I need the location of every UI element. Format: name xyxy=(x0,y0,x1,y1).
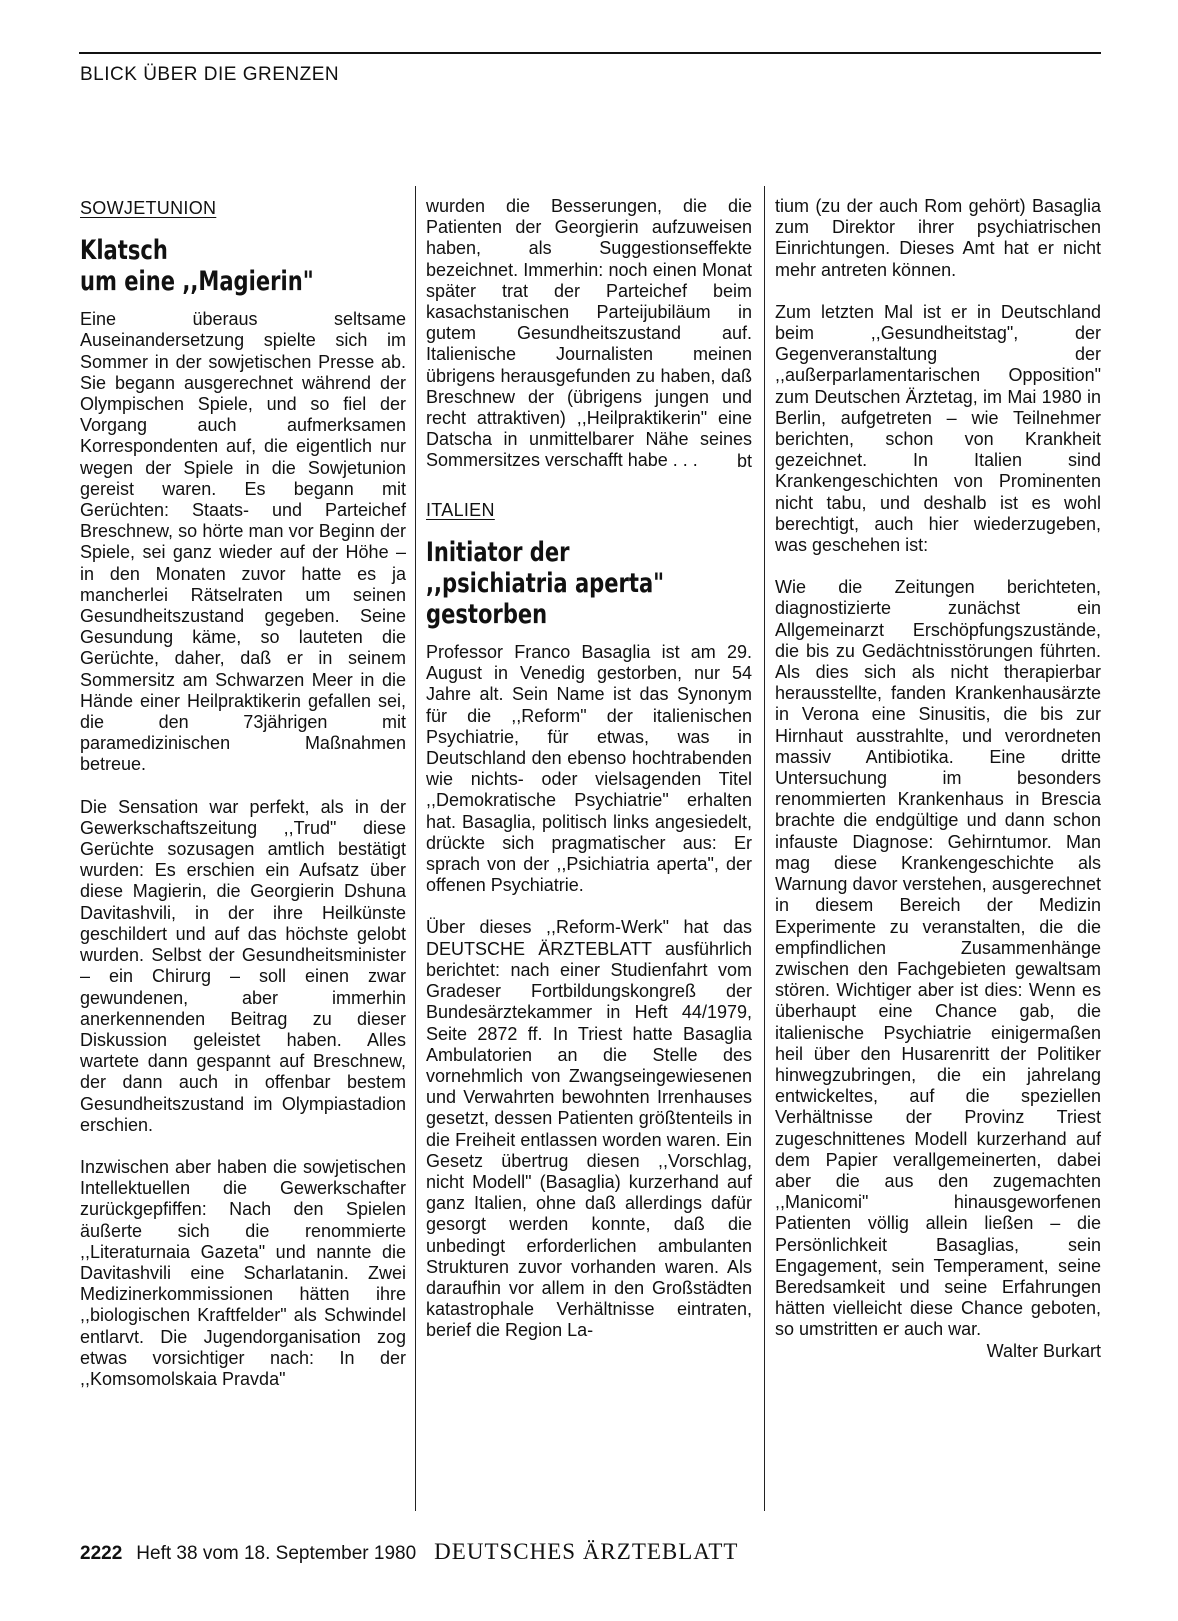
page-footer xyxy=(80,1539,738,1565)
headline-line: Initiator der xyxy=(426,537,570,569)
author-initials: bt xyxy=(736,450,752,471)
column-2 xyxy=(426,196,752,1363)
issue-info: Heft 38 vom 18. September 1980 xyxy=(136,1543,417,1564)
column-divider xyxy=(415,186,416,1511)
running-head: BLICK ÜBER DIE GRENZEN xyxy=(80,64,340,85)
paragraph: Wie die Zeitungen berichteten, diagnostizierte zunächst ein Allgemeinarzt Erschöpfungszustände, die bis zu Gedächtnisstörungen führten. Als dies sich als nicht therapierbar herausstellte, fanden Krankenhausärzte in Verona eine Sinusitis, die bis zur Hirnhaut ausstrahlte, und verordneten massiv Antibiotika. Eine dritte Untersuchung im besonders renommierten Krankenhaus in Brescia brachte die endgültige und dann schon infauste Diagnose: Gehirntumor. Man mag diese Krankengeschichte als Warnung davor verstehen, ausgerechnet in diesem Bereich der Medizin Experimente zu veranstalten, die die empfindlichen Zusammenhänge zwischen den Fachgebieten gewaltsam stören. Wichtiger aber ist dies: Wenn es überhaupt eine Chance gab, die italienische Psychiatrie einigermaßen heil über den Husarenritt der Politiker hinwegzubringen, die ein jahrelang entwickeltes, auf die speziellen Verhältnisse der Provinz Triest zugeschnittenes Modell kurzerhand auf dem Papier verallgemeinerten, dabei aber die aus den zugemachten ,,Manicomi" hinausgeworfenen Patienten völlig allein ließen – die Persönlichkeit Basaglias, sein Engagement, sein Temperament, seine Beredsamkeit und seine Erfahrungen hätten vielleicht diese Chance geboten, so umstritten er auch war. xyxy=(775,577,1101,1340)
paragraph: Die Sensation war perfekt, als in der Gewerkschaftszeitung ,,Trud" diese Gerüchte sozusagen amtlich bestätigt wurden: Es erschien ein Aufsatz über diese Magierin, die Georgierin Dshuna Davitashvili, in der ihre Heilkünste geschildert und auf das höchste gelobt wurden. Selbst der Gesundheitsminister – ein Chirurg – soll einen zwar gewundenen, aber immerhin anerkennenden Beitrag zu dieser Diskussion geleistet haben. Alles wartete dann gespannt auf Breschnew, der dann auch in offenbar bestem Gesundheitszustand im Olympiastadion erschien. xyxy=(80,796,406,1135)
headline-line: Klatsch xyxy=(80,235,168,267)
author-name: Walter Burkart xyxy=(986,1340,1101,1361)
section-label-italien: ITALIEN xyxy=(426,499,495,520)
column-divider xyxy=(764,186,765,1511)
paragraph: Eine überaus seltsame Auseinandersetzung spielte sich im Sommer in der sowjetischen Presse ab. Sie begann ausgerechnet während der Olympischen Spiele, und so fiel der Vorgang auch aufmerksamen Korrespondenten auf, die eigentlich nur wegen der Spiele in die Sowjetunion gereist waren. Es begann mit Gerüchten: Staats- und Parteichef Breschnew, so hörte man vor Beginn der Spiele, sei ganz wieder auf der Höhe – in den Monaten zuvor hatte es ja mancherlei Rätselraten um seinen Gesundheitszustand gegeben. Seine Gesundung käme, so lauteten die Gerüchte, daher, daß er in seinem Sommersitz am Schwarzen Meer in die Hände einer Heilpraktikerin gefallen sei, die den 73jährigen mit paramedizinischen Maßnahmen betreue. xyxy=(80,309,406,775)
paragraph: Zum letzten Mal ist er in Deutschland beim ,,Gesundheitstag", der Gegenveranstaltung der ,,außerparlamentarischen Opposition" zum Deutschen Ärztetag, im Mai 1980 in Berlin, aufgetreten – wie Teilnehmer berichten, schon von Krankheit gezeichnet. In Italien sind Krankengeschichten von Prominenten nicht tabu, und deshalb ist es wohl berechtigt, auch hier wiederzugeben, was geschehen ist: xyxy=(775,301,1101,556)
journal-name: DEUTSCHES ÄRZTEBLATT xyxy=(434,1539,739,1564)
column-3 xyxy=(775,196,1101,1362)
section-label-sowjetunion: SOWJETUNION xyxy=(80,198,217,218)
column-1 xyxy=(80,196,406,1411)
page-number: 2222 xyxy=(80,1543,123,1564)
headline-klatsch xyxy=(80,235,405,297)
headline-line: ,,psichiatria aperta" xyxy=(426,568,665,600)
headline-line: um eine ,,Magierin" xyxy=(80,266,314,298)
paragraph: Über dieses ,,Reform-Werk" hat das DEUTSCHE ÄRZTEBLATT ausführlich berichtet: nach einer Studienfahrt vom Gradeser Fortbildungskongreß der Bundesärztekammer in Heft 44/1979, Seite 2872 ff. In Triest hatte Basaglia Ambulatorien an die Stelle des vornehmlich von Zwangseingewiesenen und Verwahrten bewohnten Irrenhauses gesetzt, dessen Patienten größtenteils in die Freiheit entlassen worden waren. Ein Gesetz übertrug diesen ,,Vorschlag, nicht Modell" (Basaglia) kurzerhand auf ganz Italien, ohne daß allerdings dafür gesorgt werden konnte, daß die unbedingt erforderlichen ambulanten Strukturen zuvor vorhanden waren. Als daraufhin vor allem in den Großstädten katastrophale Verhältnisse eintraten, berief die Region La- xyxy=(426,917,752,1341)
paragraph: tium (zu der auch Rom gehört) Basaglia zum Direktor ihrer psychiatrischen Einrichtungen. Dieses Amt hat er nicht mehr antreten können. xyxy=(775,196,1101,280)
headline-initiator xyxy=(426,537,751,630)
header-rule xyxy=(79,52,1101,54)
paragraph: Professor Franco Basaglia ist am 29. August in Venedig gestorben, nur 54 Jahre alt. Sein Name ist das Synonym für die ,,Reform" der italienischen Psychiatrie, für etwas, was in Deutschland den ebenso hochtrabenden wie nichts- oder vielsagenden Titel ,,Demokratische Psychiatrie" erhalten hat. Basaglia, politisch links angesiedelt, drückte sich pragmatischer aus: Er sprach von der ,,Psichiatria aperta", der offenen Psychiatrie. xyxy=(426,642,752,896)
paragraph: wurden die Besserungen, die die Patienten der Georgierin aufzuweisen haben, als Suggestionseffekte bezeichnet. Immerhin: noch einen Monat später trat der Parteichef beim kasachstanischen Parteijubiläum in gutem Gesundheitszustand auf. Italienische Journalisten meinen übrigens herausgefunden zu haben, daß Breschnew der (übrigens jungen und recht attraktiven) ,,Heilpraktikerin" eine Datscha in unmittelbarer Nähe seines Sommersitzes verschafft habe . . . xyxy=(426,196,752,471)
headline-line: gestorben xyxy=(426,599,548,631)
paragraph: Inzwischen aber haben die sowjetischen Intellektuellen die Gewerkschafter zurückgepfiffen: Nach den Spielen äußerte sich die renommierte ,,Literaturnaia Gazeta" und nannte die Davitashvili eine Scharlatanin. Zwei Medizinerkommissionen hätten ihre ,,biologischen Kraftfelder" als Schwindel entlarvt. Die Jugendorganisation zog etwas vorsichtiger nach: In der ,,Komsomolskaia Pravda" xyxy=(80,1156,406,1389)
